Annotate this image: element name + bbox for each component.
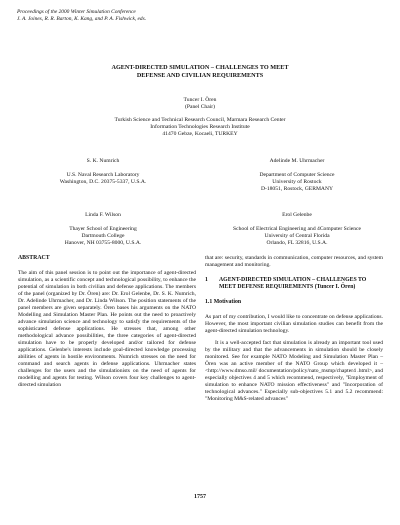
title-line-1: AGENT-DIRECTED SIMULATION – CHALLENGES TO MEET bbox=[111, 64, 289, 71]
title-line-2: DEFENSE AND CIVILIAN REQUIREMENTS bbox=[136, 72, 264, 79]
author-address: University of Central Florida bbox=[264, 233, 330, 239]
body-column bbox=[205, 255, 383, 408]
page-number: 1757 bbox=[194, 494, 206, 500]
author-affiliation: Department of Computer Science bbox=[259, 172, 335, 178]
author-name: Linda F. Wilson bbox=[85, 212, 121, 218]
author-affiliation: School of Electrical Engineering and 4Computer Science bbox=[233, 226, 361, 232]
chair-affiliation-3: 41470 Gebze, Kocaeli, TURKEY bbox=[162, 131, 238, 137]
section-number: 1 bbox=[205, 277, 208, 283]
chair-name: Tuncer I. Ören bbox=[183, 97, 217, 103]
conference-header bbox=[17, 9, 317, 23]
author-address: Washington, D.C. 20375-5337, U.S.A. bbox=[59, 179, 147, 185]
subsection-heading: 1.1 Motivation bbox=[205, 299, 242, 305]
author-block-3 bbox=[18, 212, 188, 247]
abstract-continuation: that are: security, standards in communication, computer resources, and system management and monitoring. bbox=[205, 255, 383, 268]
author-name: S. K. Numrich bbox=[86, 158, 120, 164]
paper-title bbox=[40, 64, 360, 80]
author-country: Orlando, FL 32816, U.S.A. bbox=[266, 240, 328, 246]
section-heading bbox=[205, 277, 383, 291]
abstract-heading: ABSTRACT bbox=[18, 255, 50, 261]
author-name: Erol Gelenbe bbox=[282, 212, 312, 218]
author-affiliation: U.S. Naval Research Laboratory bbox=[66, 172, 140, 178]
conference-line-1: Proceedings of the 2000 Winter Simulation Conference bbox=[17, 9, 136, 15]
chair-affiliation-1: Turkish Science and Technical Research Council, Marmara Research Center bbox=[114, 117, 286, 123]
conference-line-2: J. A. Joines, R. R. Barton, K. Kang, and P. A. Fishwick, eds. bbox=[17, 16, 147, 22]
chair-role: (Panel Chair) bbox=[185, 104, 215, 110]
author-country: D-18051, Rostock, GERMANY bbox=[260, 186, 334, 192]
abstract-paragraph: The aim of this panel session is to point out the importance of agent-directed simulation, as a scientific concept and technological possibility, to enhance the potential of simulation in both civilian and defense applications. The members of the panel (organized by Dr. Ören) are: Dr. Erol Gelenbe, Dr. S. K. Numrich, Dr. Adelinde Uhrmacher, and Dr. Linda Wilson. The position statements of the panel members are given separately. Ören bases his arguments on the NATO Modelling and Simulation Master Plan. He points out the need to proactively advance simulation science and technology to satisfy the requirements of the sophisticated defense applications. He stresses that, among other methodological advance possibilities, the three categories of agent-directed simulation have to be properly developed and/or tailored for defense applications. Gelenbe's interests include goal-directed knowledge processing abilities of agents in hostile environments. Numrich stresses on the need for command and search agents in defense applications. Uhrmacher states challenges for the users and the simulationists on the need of agents for modelling and agents for testing. Wilson covers four key challenges to agent-directed simulation bbox=[18, 270, 196, 388]
author-block-1 bbox=[18, 158, 188, 186]
author-block-4 bbox=[212, 212, 382, 247]
motivation-paragraph-2: It is a well-accepted fact that simulation is already an important tool used by the military and that the advancements in simulation should be closely monitored. See for example NATO Modeling and Simulation Master Plan – Ören was an active member of the NATO Group which developed it – <http://www.dmso.mil/ documentation/policy/nato_msmp/chapter4 .html>, and especially objectives 4 and 5 which recommend, respectively, "Employment of simulation to enhance NATO mission effectiveness" and "Incorporation of technological advances." Especially sub-objectives 5.1 and 5.2 recommend: "Monitoring M&S-related advances" bbox=[205, 340, 383, 402]
author-country: Hanover, NH 03755-8000, U.S.A. bbox=[64, 240, 142, 246]
author-address: University of Rostock bbox=[272, 179, 322, 185]
abstract-column bbox=[18, 255, 196, 394]
author-address: Dartmouth College bbox=[81, 233, 125, 239]
motivation-paragraph-1: As part of my contribution, I would like to concentrate on defense applications. However, the most important civilian simulation studies can benefit from the agent-directed simulation technology. bbox=[205, 314, 383, 334]
chair-affiliation-2: Information Technologies Research Institute bbox=[150, 124, 250, 130]
author-block-2 bbox=[212, 158, 382, 193]
author-name: Adelinde M. Uhrmacher bbox=[269, 158, 325, 164]
section-title: AGENT-DIRECTED SIMULATION – CHALLENGES TO MEET DEFENSE REQUIREMENTS (Tuncer I. Ören) bbox=[219, 277, 367, 290]
author-affiliation: Thayer School of Engineering bbox=[69, 226, 137, 232]
chair-block bbox=[40, 97, 360, 138]
